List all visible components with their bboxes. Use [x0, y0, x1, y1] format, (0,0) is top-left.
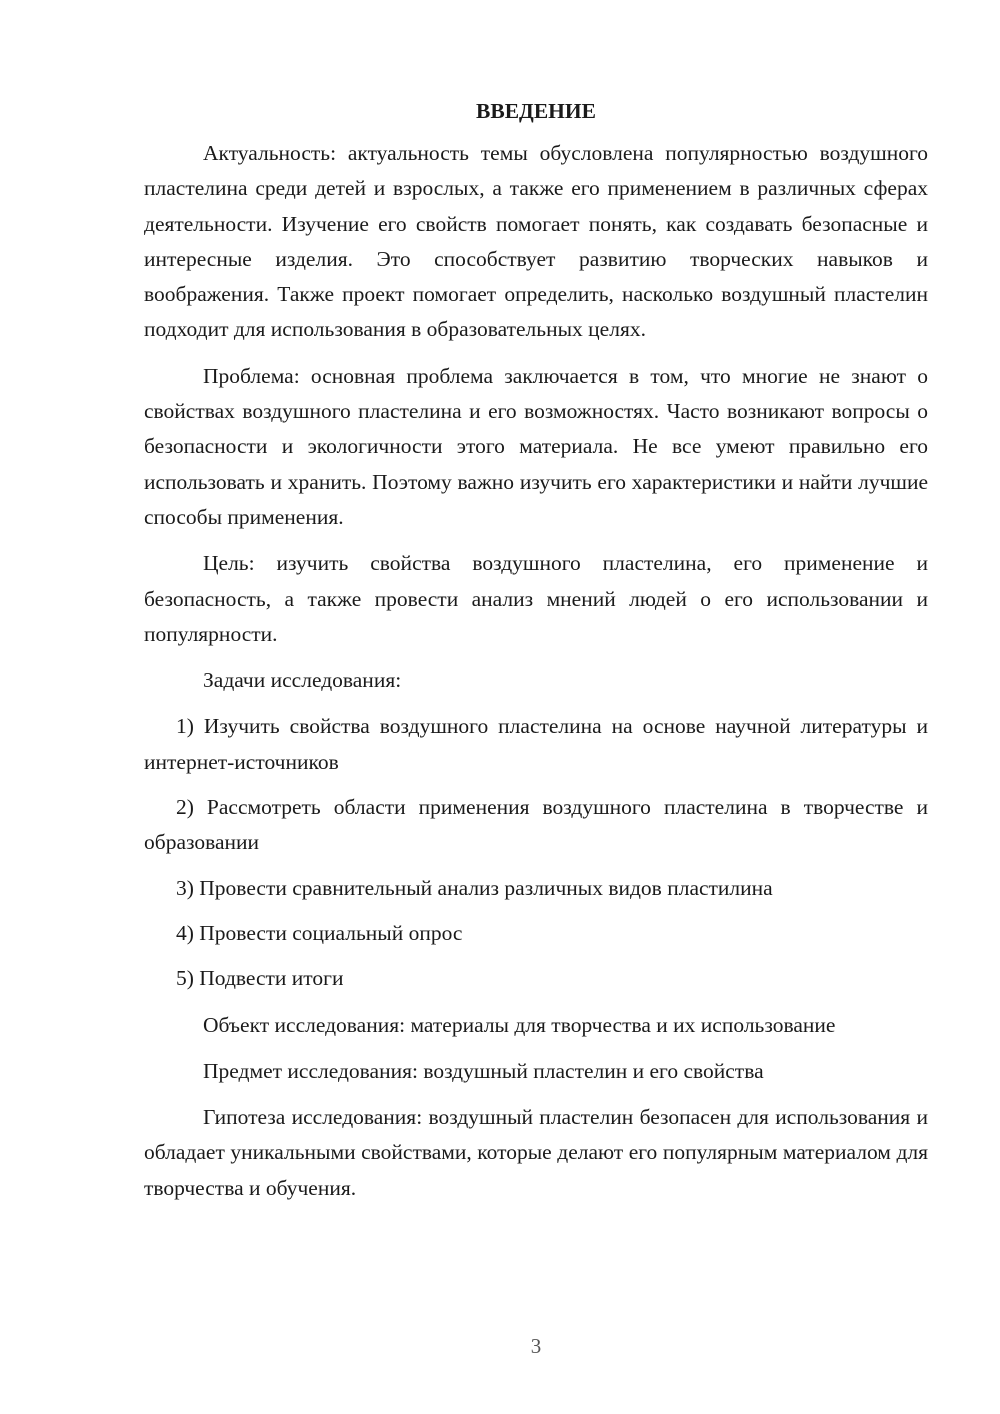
- task-item: 3) Провести сравнительный анализ различных видов пластилина: [176, 875, 773, 900]
- subject-paragraph: Предмет исследования: воздушный пластелин и его свойства: [203, 1058, 764, 1083]
- document-page: [144, 96, 928, 1206]
- object-paragraph: Объект исследования: материалы для творчества и их использование: [203, 1012, 836, 1037]
- task-item: 2) Рассмотреть области применения воздушного пластелина в творчестве и образовании: [144, 795, 928, 855]
- tasks-heading: Задачи исследования:: [203, 668, 402, 693]
- relevance-paragraph: Актуальность: актуальность темы обусловлена популярностью воздушного пластелина среди детей и взрослых, а также его применением в различных сферах деятельности. Изучение его свойств помогает понять, как создавать безопасные и интересные изделия. Это способствует развитию творческих навыков и воображения. Также проект помогает определить, насколько воздушный пластелин подходит для использования в образовательных целях.: [144, 141, 928, 342]
- hypothesis-paragraph: Гипотеза исследования: воздушный пластелин безопасен для использования и обладает уникальными свойствами, которые делают его популярным материалом для творчества и обучения.: [144, 1105, 928, 1200]
- page-number: 3: [530, 1334, 542, 1358]
- task-item: 5) Подвести итоги: [176, 966, 344, 991]
- goal-paragraph: Цель: изучить свойства воздушного пластелина, его применение и безопасность, а также провести анализ мнений людей о его использовании и популярности.: [144, 551, 928, 646]
- task-item: 4) Провести социальный опрос: [176, 920, 463, 945]
- problem-paragraph: Проблема: основная проблема заключается в том, что многие не знают о свойствах воздушного пластелина и его возможностях. Часто возникают вопросы о безопасности и экологичности этого материала. Не все умеют правильно его использовать и хранить. Поэтому важно изучить его характеристики и найти лучшие способы применения.: [144, 363, 928, 529]
- task-item: 1) Изучить свойства воздушного пластелина на основе научной литературы и интернет-источников: [144, 714, 928, 774]
- page-title: ВВЕДЕНИЕ: [476, 99, 596, 123]
- tasks-list: [144, 709, 928, 996]
